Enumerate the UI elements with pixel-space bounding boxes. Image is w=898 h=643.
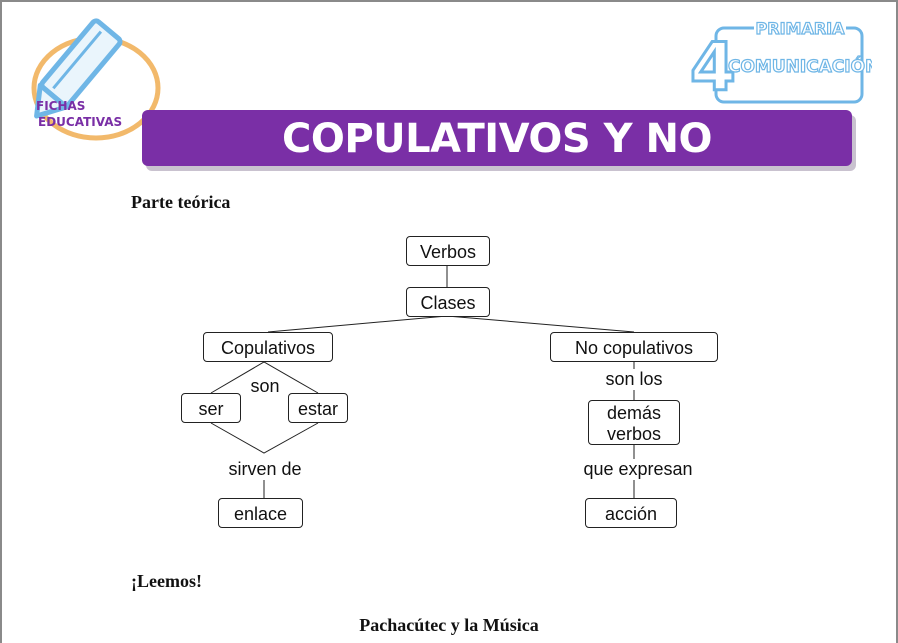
diagram-node-copulativos: Copulativos <box>203 332 333 362</box>
section-reading-heading: ¡Leemos! <box>131 571 202 591</box>
diagram-node-ser: ser <box>181 393 241 423</box>
logo-line1: FICHAS <box>36 99 86 113</box>
demas-verbos-line2: verbos <box>606 424 662 444</box>
diagram-label-sirven-de: sirven de <box>222 459 308 480</box>
diagram-label-son: son <box>246 376 284 397</box>
diagram-node-estar: estar <box>288 393 348 423</box>
logo-level: PRIMARIA <box>755 19 845 38</box>
demas-verbos-line1: demás <box>606 403 662 423</box>
diagram-node-verbos: Verbos <box>406 236 490 266</box>
diagram-label-son-los: son los <box>600 369 668 390</box>
logo-line2: EDUCATIVAS <box>38 115 123 129</box>
section-theory-heading: Parte teórica <box>131 192 231 212</box>
diagram-node-demas-verbos <box>588 400 680 445</box>
page-title: COPULATIVOS Y NO COPULATIVOS <box>281 116 713 220</box>
diagram-node-no-copulativos: No copulativos <box>550 332 718 362</box>
reading-title: Pachacútec y la Música <box>359 615 539 635</box>
diagram-node-accion: acción <box>585 498 677 528</box>
diagram-label-que-expresan: que expresan <box>578 459 698 480</box>
diagram-node-enlace: enlace <box>218 498 303 528</box>
logo-subject: COMUNICACIÓN <box>728 57 872 77</box>
logo-grade: 4 <box>690 29 736 106</box>
diagram-node-clases: Clases <box>406 287 490 317</box>
